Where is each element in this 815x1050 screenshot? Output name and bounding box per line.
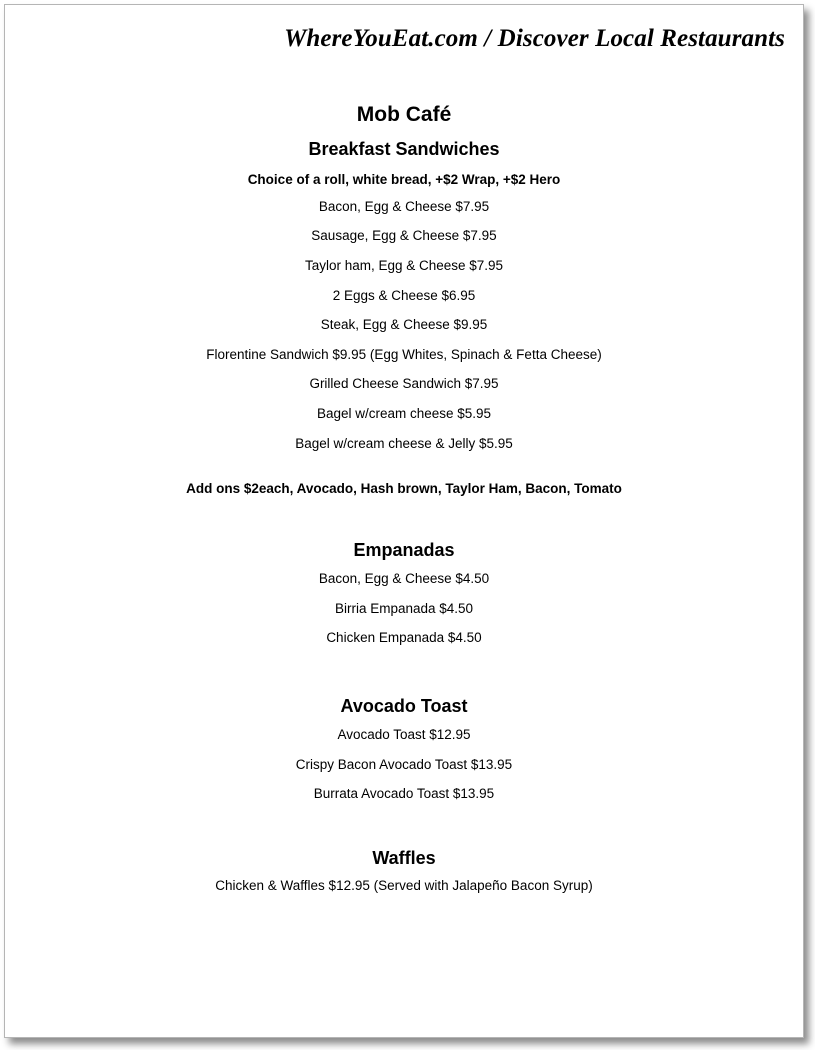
menu-item: Birria Empanada $4.50 bbox=[334, 600, 474, 616]
section-title: Breakfast Sandwiches bbox=[308, 139, 500, 159]
menu-item: Steak, Egg & Cheese $9.95 bbox=[320, 317, 488, 333]
section-waffles bbox=[5, 846, 803, 901]
menu-content bbox=[5, 101, 803, 901]
menu-item: Avocado Toast $12.95 bbox=[337, 726, 471, 742]
menu-item: Chicken Empanada $4.50 bbox=[326, 630, 482, 646]
menu-item-list bbox=[5, 720, 803, 809]
menu-item-list bbox=[5, 871, 803, 901]
section-avocado-toast bbox=[5, 694, 803, 809]
menu-item: Chicken & Waffles $12.95 (Served with Jalapeño Bacon Syrup) bbox=[215, 877, 593, 893]
site-header-title: WhereYouEat.com / Discover Local Restaurants bbox=[284, 25, 785, 52]
menu-item: Florentine Sandwich $9.95 (Egg Whites, Spinach & Fetta Cheese) bbox=[206, 346, 602, 362]
restaurant-name: Mob Café bbox=[356, 103, 452, 126]
menu-item: Burrata Avocado Toast $13.95 bbox=[313, 786, 495, 802]
section-note: Choice of a roll, white bread, +$2 Wrap, +$2 Hero bbox=[247, 172, 561, 187]
menu-item: Sausage, Egg & Cheese $7.95 bbox=[311, 228, 497, 244]
menu-item: Bacon, Egg & Cheese $7.95 bbox=[318, 198, 490, 214]
addons-note: Add ons $2each, Avocado, Hash brown, Taylor Ham, Bacon, Tomato bbox=[186, 481, 622, 497]
section-title: Empanadas bbox=[353, 540, 455, 561]
menu-item: 2 Eggs & Cheese $6.95 bbox=[332, 287, 476, 303]
section-title: Waffles bbox=[372, 847, 436, 868]
menu-item: Bacon, Egg & Cheese $4.50 bbox=[318, 571, 490, 587]
menu-item-list bbox=[5, 192, 803, 458]
section-breakfast-sandwiches bbox=[5, 137, 803, 498]
section-empanadas bbox=[5, 538, 803, 653]
section-title: Avocado Toast bbox=[340, 696, 468, 717]
menu-item: Taylor ham, Egg & Cheese $7.95 bbox=[304, 257, 504, 273]
menu-item: Bagel w/cream cheese $5.95 bbox=[316, 405, 492, 421]
menu-item-list bbox=[5, 564, 803, 653]
menu-item: Crispy Bacon Avocado Toast $13.95 bbox=[295, 756, 513, 772]
menu-page bbox=[4, 4, 804, 1038]
menu-item: Bagel w/cream cheese & Jelly $5.95 bbox=[295, 435, 513, 451]
menu-item: Grilled Cheese Sandwich $7.95 bbox=[309, 376, 499, 392]
